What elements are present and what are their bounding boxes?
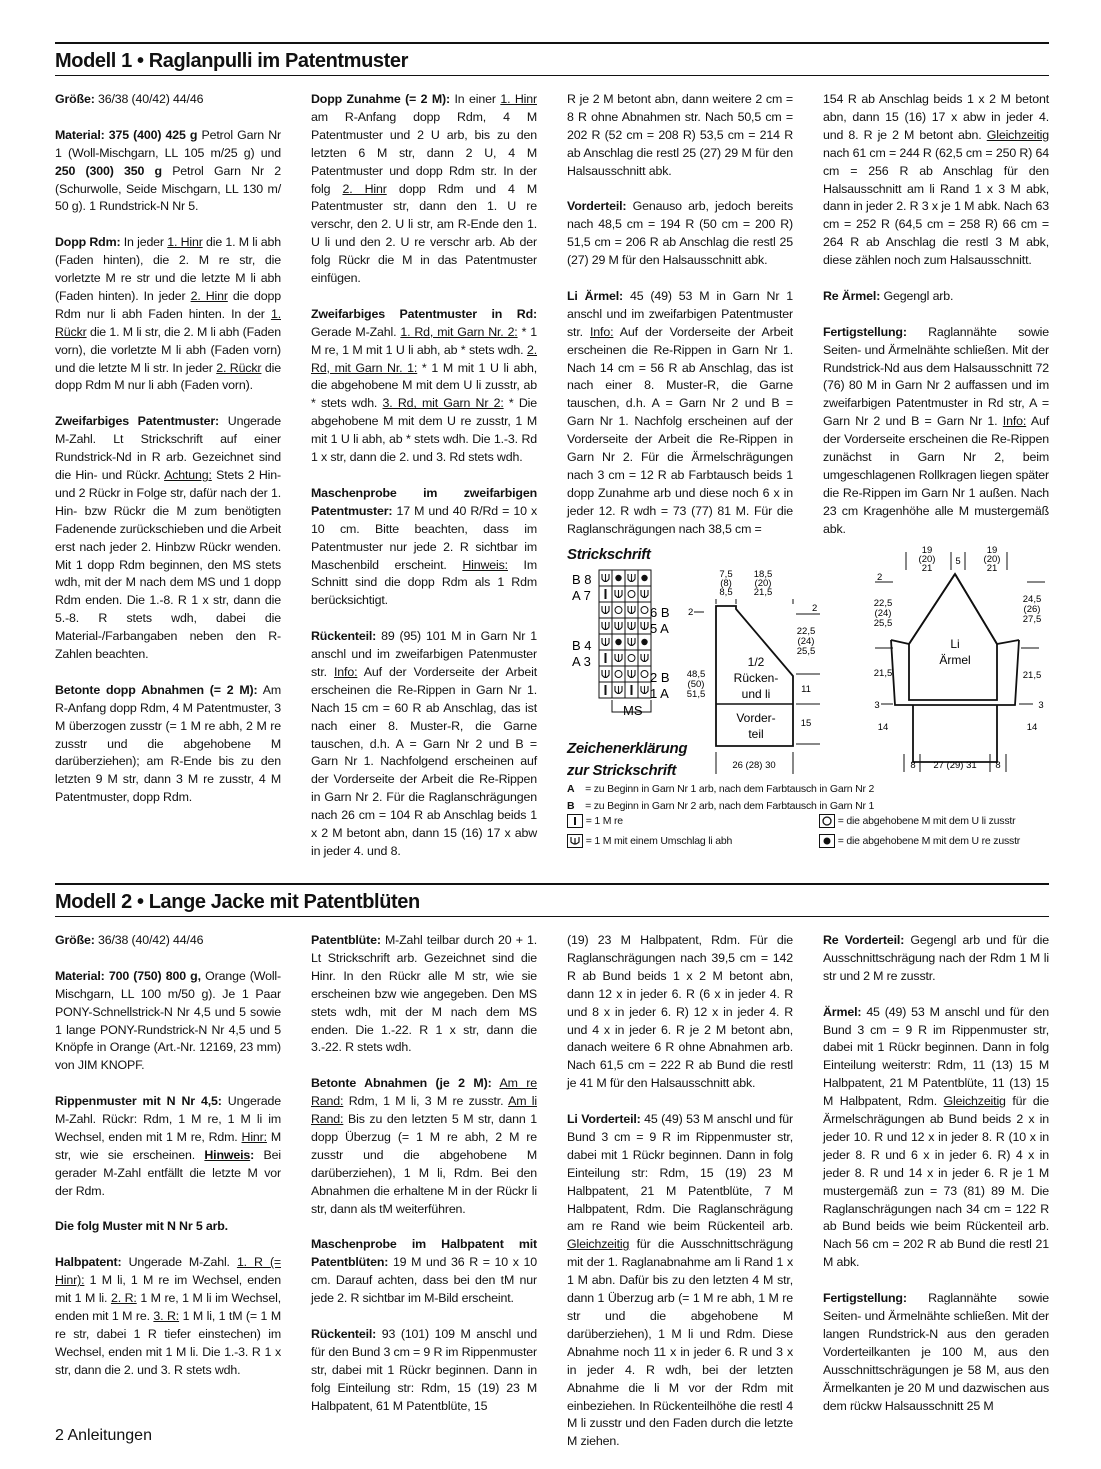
model1-title-rule xyxy=(55,75,1049,76)
slip-yarn-over-icon xyxy=(615,622,622,630)
paragraph: Betonte Abnahmen (je 2 M): Am re Rand: Rdm, 1 M li, 3 M re zusstr. Am li Rand: Bis zu den letzten 5 M str, dann 1 dopp Überzug (= 1 M re abh, 2 M re zusstr und die abgehobene M darüberziehen), 1 M li, Rdm. Bei den Abnahmen die erhaltene M in der Rückr li str, dann als tM weiterführen. xyxy=(311,1076,538,1216)
paragraph: Größe: 36/38 (40/42) 44/46 xyxy=(55,933,204,947)
legend-title-line-1: Zeichenerklärung xyxy=(567,740,688,757)
svg-text:(26): (26) xyxy=(1023,604,1041,615)
slip-yarn-over-icon xyxy=(615,654,622,662)
chart-row-label: B 8 xyxy=(572,572,592,587)
svg-text:26 (28) 30: 26 (28) 30 xyxy=(732,760,776,771)
paragraph: Vorderteil: Genauso arb, jedoch bereits nach 48,5 cm = 194 R (50 cm = 200 R) 51,5 cm = 206 R ab Anschlag die restl 25 (27) 29 M für den Halsausschnitt abk. xyxy=(567,199,793,268)
svg-text:21: 21 xyxy=(986,563,998,574)
paragraph: Dopp Rdm: In jeder 1. Hinr die 1. M li abh (Faden hinten), die 2. M re str, die vorletzte M re str und die letzte M li abh (Faden hinten). In jeder 2. Hinr die dopp Rdm nur li abh Faden hinten. In der 1. Rückr die 1. M li str, die 2. M li abh (Faden vorn), die vorletzte M li abh (Faden vorn) und die letzte M li str. In jeder 2. Rückr die dopp Rdm M nur li abh (Faden vorn). xyxy=(55,235,282,393)
svg-text:27,5: 27,5 xyxy=(1022,614,1042,625)
back-front-schematic xyxy=(680,566,830,781)
legend-symbol-text: = 1 M re xyxy=(585,814,623,827)
svg-text:27 (29) 31: 27 (29) 31 xyxy=(933,760,977,771)
filled-dot-icon xyxy=(615,575,621,581)
legend-row-a xyxy=(567,783,874,795)
chart-title: Strickschrift xyxy=(567,546,651,563)
svg-text:(8): (8) xyxy=(720,578,732,589)
svg-text:und li: und li xyxy=(741,687,771,701)
svg-text:24,5: 24,5 xyxy=(1022,594,1042,605)
svg-text:51,5: 51,5 xyxy=(686,689,706,700)
legend-symbol-text: = 1 M mit einem Umschlag li abh xyxy=(585,834,733,847)
svg-text:(20): (20) xyxy=(918,554,936,565)
legend-symbol-slip xyxy=(567,834,732,848)
svg-text:15: 15 xyxy=(800,718,812,729)
slip-yarn-over-icon xyxy=(602,574,609,582)
slip-yarn-over-icon xyxy=(641,622,648,630)
legend-title xyxy=(567,738,687,782)
svg-text:14: 14 xyxy=(877,722,889,733)
chart-row-label: A 3 xyxy=(572,654,591,669)
legend-symbol-dot xyxy=(819,834,1020,848)
model2-column-1 xyxy=(55,932,281,1397)
legend-symbol-text: = die abgehobene M mit dem U li zusstr xyxy=(837,814,1016,827)
svg-text:19: 19 xyxy=(921,545,933,556)
svg-text:18,5: 18,5 xyxy=(753,569,773,580)
svg-text:11: 11 xyxy=(801,684,811,695)
paragraph: Li Ärmel: 45 (49) 53 M in Garn Nr 1 anschl und im zweifarbigen Patentmuster str. Info: Auf der Vorderseite der Arbeit erscheinen die Re-Rippen in Garn Nr 1. Nach 14 cm = 56 R ab Anschlag, das ist nach einer 8. Muster-R, die Garne tauschen, d.h. A = Garn Nr 2 und B = Garn Nr 1. Nachfolg erscheinen auf der Vorderseite der Arbeit die Re-Rippen in Garn Nr 2. Für die Ärmelschrägungen nach 3 cm = 12 R ab Farbtausch beids 1 dopp Zunahme arb und diese noch 6 x in jeder 12. R wdh = 73 (77) 81 M. Für die Raglanschrägungen nach 38,5 cm = xyxy=(567,288,794,536)
slip-yarn-over-icon xyxy=(628,622,635,630)
svg-text:2: 2 xyxy=(877,572,883,583)
svg-text:21,5: 21,5 xyxy=(1022,670,1042,681)
svg-text:Vorder-: Vorder- xyxy=(736,711,776,725)
svg-text:2: 2 xyxy=(812,603,818,614)
open-circle-icon xyxy=(628,655,635,662)
chart-row-label: 6 B xyxy=(650,605,670,620)
slip-yarn-over-icon xyxy=(628,574,635,582)
paragraph: Material: 700 (750) 800 g, Orange (Woll-Mischgarn, LL 100 m/50 g). Je 1 Paar PONY-Schnellstrick-N Nr 4,5 und 5 sowie 1 lange PONY-Rundstrick-N Nr 4,5 und 5 Knöpfe in Orange (Art.-Nr. 12169, 23 mm) von JIM KNOPF. xyxy=(55,968,282,1073)
paragraph: Maschenprobe im zweifarbigen Patentmuster: 17 M und 40 R/Rd = 10 x 10 cm. Bitte beachten, dass im Patentmuster nur jede 2. R sichtbar im Maschenbild erscheint. Hinweis: Im Schnitt sind die dopp Rdm als 1 Rdm berücksichtigt. xyxy=(311,485,537,608)
filled-dot-icon xyxy=(615,639,621,645)
svg-text:8: 8 xyxy=(910,760,916,771)
page-footer: 2 Anleitungen xyxy=(55,1427,152,1444)
paragraph: Maschenprobe im Halbpatent mit Patentblüten: 19 M und 36 R = 10 x 10 cm. Darauf achten, dass bei den tM nur jede 2. R sichtbar im M-Bild erscheint. xyxy=(311,1237,537,1306)
svg-text:Rücken-: Rücken- xyxy=(733,671,779,685)
paragraph: R je 2 M betont abn, dann weitere 2 cm = 8 R ohne Abnahmen str. Nach 50,5 cm = 202 R (52 cm = 208 R) 53,5 cm = 214 R ab Anschlag die restl 25 (27) 29 M für den Halsausschnitt abk. xyxy=(567,92,793,178)
open-circle-icon xyxy=(641,671,648,678)
svg-text:22,5: 22,5 xyxy=(796,626,816,637)
filled-dot-icon xyxy=(641,575,647,581)
svg-text:Ärmel: Ärmel xyxy=(939,653,971,667)
svg-text:3: 3 xyxy=(874,700,880,711)
svg-text:2: 2 xyxy=(688,607,694,618)
svg-text:8: 8 xyxy=(995,760,1001,771)
slip-yarn-over-icon xyxy=(602,670,609,678)
svg-text:21,5: 21,5 xyxy=(753,587,773,598)
svg-text:5: 5 xyxy=(955,556,961,567)
paragraph: Zweifarbiges Patentmuster in Rd: Gerade M-Zahl. 1. Rd, mit Garn Nr. 2: * 1 M re, 1 M mit 1 U li abh, ab * stets wdh. 2. Rd, mit Garn Nr. 1: * 1 M mit 1 U li abh, die abgehobene M mit dem U li zusstr, ab * stets wdh. 3. Rd, mit Garn Nr 2: * Die abgehobene M mit dem U re zusstr, 1 M mit 1 U li abh, ab * stets wdh. Die 1.-3. Rd 1 x str, dann die 2. und 3. Rd stets wdh. xyxy=(311,306,538,465)
model1-title: Modell 1 • Raglanpulli im Patentmuster xyxy=(55,50,408,72)
paragraph: Re Ärmel: Gegengl arb. xyxy=(823,288,954,303)
svg-text:8,5: 8,5 xyxy=(719,587,733,598)
model1-top-rule xyxy=(55,42,1049,44)
slip-yarn-over-icon xyxy=(641,654,648,662)
chart-row-label: 1 A xyxy=(650,686,669,701)
open-circle-icon xyxy=(819,814,835,828)
svg-text:3: 3 xyxy=(1038,700,1044,711)
paragraph: Ärmel: 45 (49) 53 M anschl und für den Bund 3 cm = 9 R im Rippenmuster str, dabei mit 1 Rückr beginnen. Dann in folg Einteilung weiterstr: Rdm, 11 (13) 15 M Halbpatent, 21 M Patentblüte, 11 (13) 15 M Halbpatent, Rdm. Gleichzeitig für die Ärmelschrägungen ab Bund beids 2 x in jeder 10. R und 12 x in jeder 8. R (10 x in jeder 8. R und 6 x in jeder 6. R) 4 x in jeder 8. R und 14 x in jeder 6. R je 1 M mustergemäß zun = 73 (81) 89 M. Die Raglanschrägungen nach 34 cm = 122 R ab Bund beids wie beim Rückenteil arb. Nach 56 cm = 202 R ab Bund die restl 21 M abk. xyxy=(823,1004,1049,1270)
chart-row-label: B 4 xyxy=(572,638,592,653)
svg-text:(24): (24) xyxy=(797,636,815,647)
slip-yarn-over-icon xyxy=(567,834,583,848)
paragraph: Größe: 36/38 (40/42) 44/46 xyxy=(55,92,204,106)
slip-yarn-over-icon xyxy=(602,622,609,630)
slip-yarn-over-icon xyxy=(602,606,609,614)
model2-column-3 xyxy=(567,932,793,1469)
paragraph: Patentblüte: M-Zahl teilbar durch 20 + 1. Lt Strickschrift arb. Gezeichnet sind die Hinr. In den Rückr alle M str, wie sie erscheinen bzw wie angegeben. Den MS stets wdh, mit der M nach dem MS enden. Die 1.-22. R 1 x str, dann die 3.-22. R stets wdh. xyxy=(311,933,537,1055)
paragraph: Rückenteil: 93 (101) 109 M anschl und für den Bund 3 cm = 9 R im Rippenmuster str, dabei mit 1 Rückr beginnen. Dann in folg Einteilung str: Rdm, 15 (19) 23 M Halbpatent, 61 M Patentblüte, 15 xyxy=(311,1326,537,1413)
sleeve-schematic xyxy=(855,540,1055,775)
open-circle-icon xyxy=(641,607,648,614)
svg-text:(50): (50) xyxy=(687,679,705,690)
paragraph: Fertigstellung: Raglannähte sowie Seiten- und Ärmelnähte schließen. Mit der langen Rundstrick-N aus den geraden Vorderteilkanten je 100 M, aus den Ausschnittschrägungen je 58 M, aus den Ärmelkanten je 20 M und dazwischen aus dem rückw Halsausschnitt 25 M xyxy=(823,1291,1049,1413)
paragraph: Li Vorderteil: 45 (49) 53 M anschl und für Bund 3 cm = 9 R im Rippenmuster str, dabei mit 1 Rückr beginnen. Dann in folg Einteilung str: Rdm, 15 (19) 23 M Halbpatent, 21 M Patentblüte, 7 M Halbpatent, Rdm. Die Raglanschrägung am re Rand wie beim Rückenteil arb. Gleichzeitig für die Ausschnittschrägung mit der 1. Raglanabnahme am li Rand 1 x 1 M abn. Dafür bis zu den letzten 4 M str, dann 1 Überzug arb (= 1 M re abh, 1 M re str und die abgehobene M darüberziehen), 1 M li und Rdm. Diese Abnahme noch 11 x in jeder 6. R und 3 x in jeder 4. R wdh, bei der letzten Abnahme die li M vor der Rdm mit einbeziehen. In Rückenteilhöhe die restl 4 M li zusstr und den Faden durch die letzte M ziehen. xyxy=(567,1112,793,1449)
svg-text:48,5: 48,5 xyxy=(686,669,706,680)
svg-text:19: 19 xyxy=(986,545,998,556)
model1-column-2 xyxy=(311,91,537,879)
filled-dot-icon xyxy=(819,834,835,848)
chart-cell xyxy=(612,666,625,682)
filled-dot-icon xyxy=(641,639,647,645)
paragraph: Betonte dopp Abnahmen (= 2 M): Am R-Anfang dopp Rdm, 4 M Patentmuster, 3 M überzogen zusstr (= 1 M re abh, 2 M re zusstr und die abgehobene M darüberziehen); am R-Ende bis zu den letzten 9 M str, dann 3 M re zusstr, 4 M Patentmuster, dopp Rdm. xyxy=(55,682,281,805)
model1-column-3 xyxy=(567,91,793,557)
open-circle-icon xyxy=(628,591,635,598)
svg-text:teil: teil xyxy=(748,727,764,741)
paragraph: (19) 23 M Halbpatent, Rdm. Für die Raglanschrägungen nach 39,5 cm = 142 R ab Bund beids 1 x 2 M betont abn, dann 12 x in jeder 6. R (6 x in jeder 4. R und 8 x in jeder 6. R) 12 x in jeder 4. R und 4 x in jeder 6. R je 2 M betont abn, danach weitere 6 R ohne Abnahmen arb. Nach 61,5 cm = 222 R ab Bund die restl je 41 M für den Halsausschnitt abk. xyxy=(567,933,793,1091)
svg-text:21,5: 21,5 xyxy=(873,668,893,679)
chart-row-label: 5 A xyxy=(650,621,669,636)
svg-text:25,5: 25,5 xyxy=(796,646,816,657)
model1-column-1 xyxy=(55,91,281,825)
model2-column-2 xyxy=(311,932,537,1433)
slip-yarn-over-icon xyxy=(602,638,609,646)
slip-yarn-over-icon xyxy=(615,686,622,694)
svg-text:14: 14 xyxy=(1026,722,1038,733)
open-circle-icon xyxy=(615,671,622,678)
legend-title-line-2: zur Strickschrift xyxy=(567,762,677,779)
slip-yarn-over-icon xyxy=(615,590,622,598)
paragraph: Dopp Zunahme (= 2 M): In einer 1. Hinr am R-Anfang dopp Rdm, 4 M Patentmuster und 2 U arb, bis zu den letzten 6 M str, dann 2 U, 4 M Patentmuster und dopp Rdm str. In der folg 2. Hinr dopp Rdm und 4 M Patentmuster str, dann den 1. U re verschr, den 2. U li str, am R-Ende den 1. U li und den 2. U re verschr arb. Ab der folg Rückr die M in das Patentmuster einfügen. xyxy=(311,92,538,286)
chart-cell xyxy=(625,650,638,666)
knitting-chart xyxy=(567,568,687,718)
slip-yarn-over-icon xyxy=(641,686,648,694)
svg-text:22,5: 22,5 xyxy=(873,598,893,609)
paragraph: Rippenmuster mit N Nr 4,5: Ungerade M-Zahl. Rückr: Rdm, 1 M re, 1 M li im Wechsel, enden mit 1 M re, Rdm. Hinr: M str, wie sie erscheinen. Hinweis: Bei gerader M-Zahl entfällt die letzte M vor der Rdm. xyxy=(55,1094,282,1198)
slip-yarn-over-icon xyxy=(628,638,635,646)
svg-text:1/2: 1/2 xyxy=(747,655,765,669)
svg-text:7,5: 7,5 xyxy=(719,569,733,580)
svg-text:(20): (20) xyxy=(983,554,1001,565)
chart-cell xyxy=(625,586,638,602)
chart-row-label: A 7 xyxy=(572,588,591,603)
legend-symbol-text: = die abgehobene M mit dem U re zusstr xyxy=(837,834,1021,847)
legend-key: A xyxy=(567,783,575,795)
knit-stitch-icon xyxy=(567,814,583,828)
model2-title: Modell 2 • Lange Jacke mit Patentblüten xyxy=(55,891,420,913)
paragraph: Zweifarbiges Patentmuster: Ungerade M-Zahl. Lt Strickschrift auf einer Rundstrick-Nd in R arb. Gezeichnet sind die Hin- und Rückr. Achtung: Stets 2 Hin- und 2 Rückr in Folge str, dafür nach der 1. Hin- bzw Rückr die M zum benötigten Fadenende zurückschieben und die Arbeit erst nach jeder 2. Hinbzw Rückr wenden. Mit 1 dopp Rdm beginnen, den MS stets wdh, mit der M nach dem MS und 1 dopp Rdm enden. Die 1.-8. R 1 x str, dann die 5.-8. R stets wdh, dabei die Material-/Farbangaben neben den R-Zahlen beachten. xyxy=(55,414,281,662)
legend-symbol-knit xyxy=(567,814,623,828)
svg-text:(24): (24) xyxy=(874,608,892,619)
legend-row-b xyxy=(567,800,874,812)
chart-ms-label: MS xyxy=(623,703,643,718)
svg-text:Li: Li xyxy=(950,637,960,651)
svg-text:21: 21 xyxy=(921,563,933,574)
paragraph: Re Vorderteil: Gegengl arb und für die Ausschnittschrägung nach der Rdm 1 M li str und 2 M re zusstr. xyxy=(823,933,1049,983)
open-circle-icon xyxy=(615,607,622,614)
chart-row-label: 2 B xyxy=(650,670,670,685)
legend-text: = zu Beginn in Garn Nr 1 arb, nach dem Farbtausch in Garn Nr 2 xyxy=(585,783,875,795)
chart-grid xyxy=(599,570,651,712)
paragraph: Die folg Muster mit N Nr 5 arb. xyxy=(55,1219,228,1234)
svg-text:(20): (20) xyxy=(754,578,772,589)
slip-yarn-over-icon xyxy=(628,670,635,678)
model2-column-4 xyxy=(823,932,1049,1433)
slip-yarn-over-icon xyxy=(628,606,635,614)
legend-symbol-circle xyxy=(819,814,1015,828)
paragraph: Fertigstellung: Raglannähte sowie Seiten- und Ärmelnähte schließen. Mit der Rundstrick-Nd aus dem Halsausschnitt 72 (76) 80 M in Garn Nr 2 auffassen und im zweifarbigen Patentmuster in Rd str, A = Garn Nr 2 und B = Garn Nr 1. Info: Auf der Vorderseite erscheinen die Re-Rippen zunächst in Garn Nr 2, beim umgeschlagenen Rollkragen liegen später die Re-Rippen im Garn Nr 1 außen. Nach 23 cm Kragenhöhe alle M mustergemäß abk. xyxy=(823,324,1049,536)
model2-top-rule xyxy=(55,883,1049,885)
paragraph: Halbpatent: Ungerade M-Zahl. 1. R (= Hinr): 1 M li, 1 M re im Wechsel, enden mit 1 M li. 2. R: 1 M re, 1 M li im Wechsel, enden mit 1 M re. 3. R: 1 M li, 1 tM (= 1 M re str, dabei 1 R tiefer einstechen) im Wechsel, enden mit 1 M li. Die 1.-3. R 1 x str, dann die 2. und 3. R stets wdh. xyxy=(55,1255,282,1377)
paragraph: Rückenteil: 89 (95) 101 M in Garn Nr 1 anschl und im zweifarbigen Patenmuster str. Info: Auf der Vorderseite der Arbeit erscheinen die Re-Rippen in Garn Nr 1. Nach 15 cm = 60 R ab Anschlag, das ist nach einer 8. Muster-R, die Garne tauschen, d.h. A = Garn Nr 2 und B = Garn Nr 1. Nachfolgend erscheinen auf der Vorderseite der Arbeit die Re-Rippen in Garn Nr 2. Für die Raglanschrägungen nach 26 cm = 104 R ab Anschlag beids 1 x 2 M betont abn, dann 15 (16) 17 x abw in jeder 4. und 8. xyxy=(311,629,538,859)
legend-key: B xyxy=(567,800,575,812)
legend-text: = zu Beginn in Garn Nr 2 arb, nach dem Farbtausch in Garn Nr 1 xyxy=(585,800,875,812)
chart-cell xyxy=(612,602,625,618)
paragraph: 154 R ab Anschlag beids 1 x 2 M betont abn, dann 15 (16) 17 x abw in jeder 4. und 8. R je 2 M betont abn. Gleichzeitig nach 61 cm = 244 R (62,5 cm = 250 R) 64 cm = 256 R ab Anschlag für den Halsausschnitt am li Rand 1 x 3 M abk, dann in jeder 2. R 3 x je 1 M abk. Nach 63 cm = 252 R (64,5 cm = 258 R) 66 cm = 264 R ab Anschlag die restl 3 M abk, diese zählen noch zum Halsausschnitt. xyxy=(823,92,1049,268)
svg-text:25,5: 25,5 xyxy=(873,618,893,629)
slip-yarn-over-icon xyxy=(641,590,648,598)
model2-title-rule xyxy=(55,916,1049,917)
model1-column-4 xyxy=(823,91,1049,557)
paragraph: Material: 375 (400) 425 g Petrol Garn Nr 1 (Woll-Mischgarn, LL 105 m/25 g) und 250 (300) 350 g Petrol Garn Nr 2 (Schurwolle, Seide Mischgarn, LL 130 m/ 50 g). 1 Rundstrick-N Nr 5. xyxy=(55,127,281,214)
